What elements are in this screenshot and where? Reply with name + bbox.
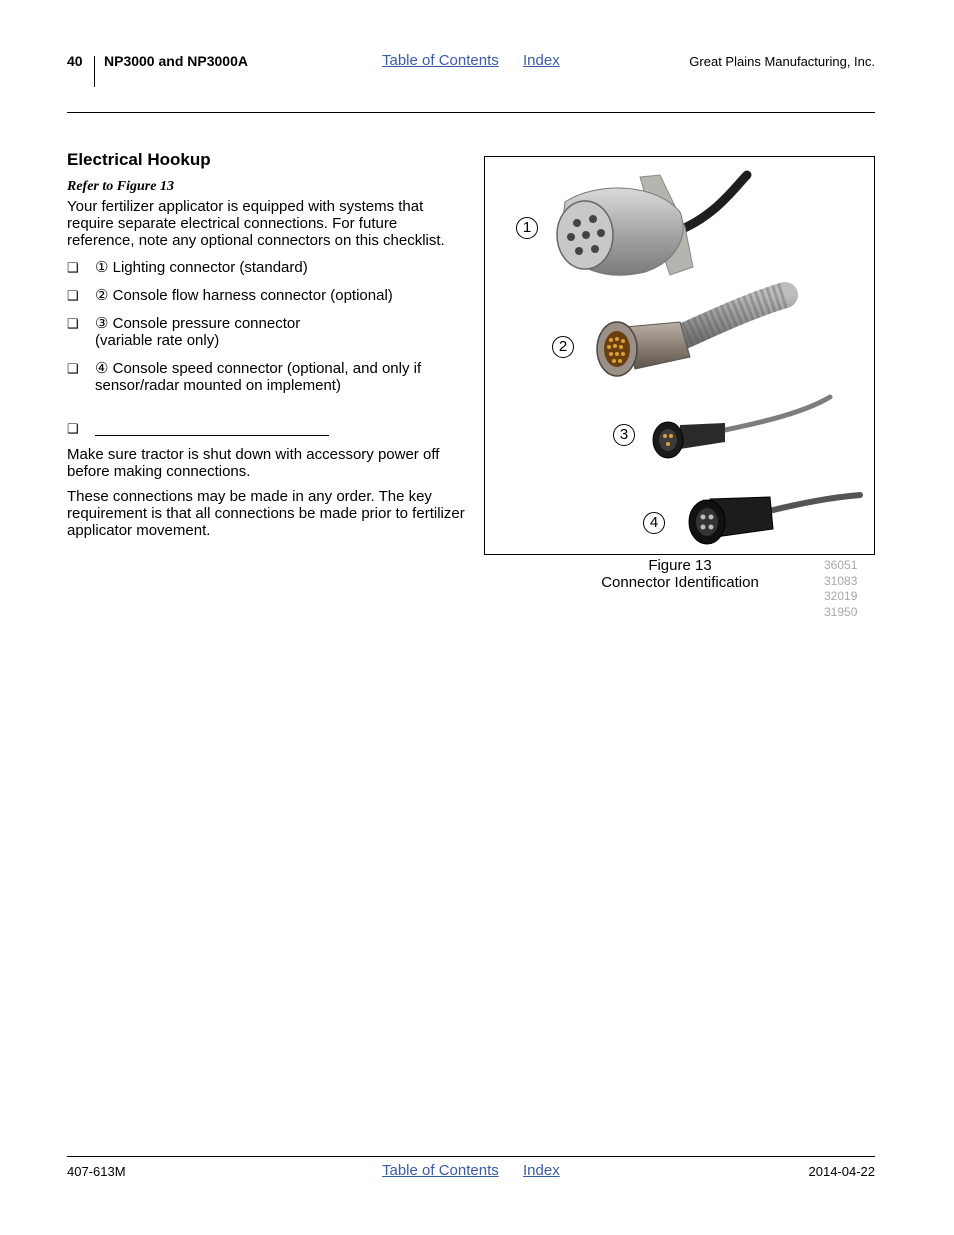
callout-4: 4: [643, 512, 665, 534]
checklist-item-flow-harness: [67, 287, 467, 305]
checkbox-icon[interactable]: ❑: [67, 361, 79, 376]
image-number: 31950: [824, 605, 858, 619]
shutdown-paragraph: Make sure tractor is shut down with accessory power off before making connections.: [67, 446, 440, 480]
pressure-connector-image: [653, 397, 830, 458]
figure-caption-number: Figure 13: [648, 557, 712, 574]
lighting-connector-image: [557, 175, 747, 275]
checkbox-icon[interactable]: ❑: [67, 288, 79, 303]
checklist-item-speed: [67, 360, 467, 414]
image-number: 36051: [824, 558, 858, 572]
figure-reference: Refer to Figure 13: [67, 179, 174, 194]
connector-illustration: [485, 157, 874, 554]
header-rule: [67, 112, 875, 113]
callout-1: 1: [516, 217, 538, 239]
callout-3: 3: [613, 424, 635, 446]
checklist-label: ① Lighting connector (standard): [95, 259, 308, 276]
intro-paragraph: Your fertilizer applicator is equipped with systems that require separate electrical connections. For future reference, note any optional connectors on this checklist.: [67, 198, 445, 249]
checklist-item-pressure: [67, 315, 467, 351]
header-toc-link[interactable]: Table of Contents: [382, 52, 499, 69]
callout-2: 2: [552, 336, 574, 358]
checklist-item-lighting: [67, 259, 467, 277]
section-title: Electrical Hookup: [67, 150, 211, 169]
header-divider: [94, 56, 95, 87]
page-number: 40: [67, 53, 83, 69]
order-paragraph: These connections may be made in any order. The key requirement is that all connections be made prior to fertilizer applicator movement.: [67, 488, 465, 539]
checklist-item-blank: [67, 420, 467, 438]
document-title: NP3000 and NP3000A: [104, 53, 248, 69]
revision-date: 2014-04-22: [808, 1164, 875, 1179]
connector-figure: [484, 156, 875, 555]
checklist-label: ② Console flow harness connector (optional): [95, 287, 393, 304]
checkbox-icon[interactable]: ❑: [67, 260, 79, 275]
blank-fill-line: [95, 435, 329, 436]
image-number: 32019: [824, 589, 858, 603]
footer-toc-link[interactable]: Table of Contents: [382, 1162, 499, 1179]
flow-harness-connector-image: [597, 295, 785, 376]
footer-index-link[interactable]: Index: [523, 1162, 560, 1179]
document-number: 407-613M: [67, 1164, 126, 1179]
speed-connector-image: [689, 495, 860, 544]
checkbox-icon[interactable]: ❑: [67, 316, 79, 331]
image-number: 31083: [824, 574, 858, 588]
header-index-link[interactable]: Index: [523, 52, 560, 69]
footer-rule: [67, 1156, 875, 1157]
company-name: Great Plains Manufacturing, Inc.: [689, 54, 875, 69]
figure-caption-title: Connector Identification: [601, 574, 759, 591]
checklist-label: ④ Console speed connector (optional, and only if sensor/radar mounted on implement): [95, 360, 422, 394]
checkbox-icon[interactable]: ❑: [67, 421, 79, 436]
checklist-label: ③ Console pressure connector (variable rate only): [95, 315, 301, 349]
